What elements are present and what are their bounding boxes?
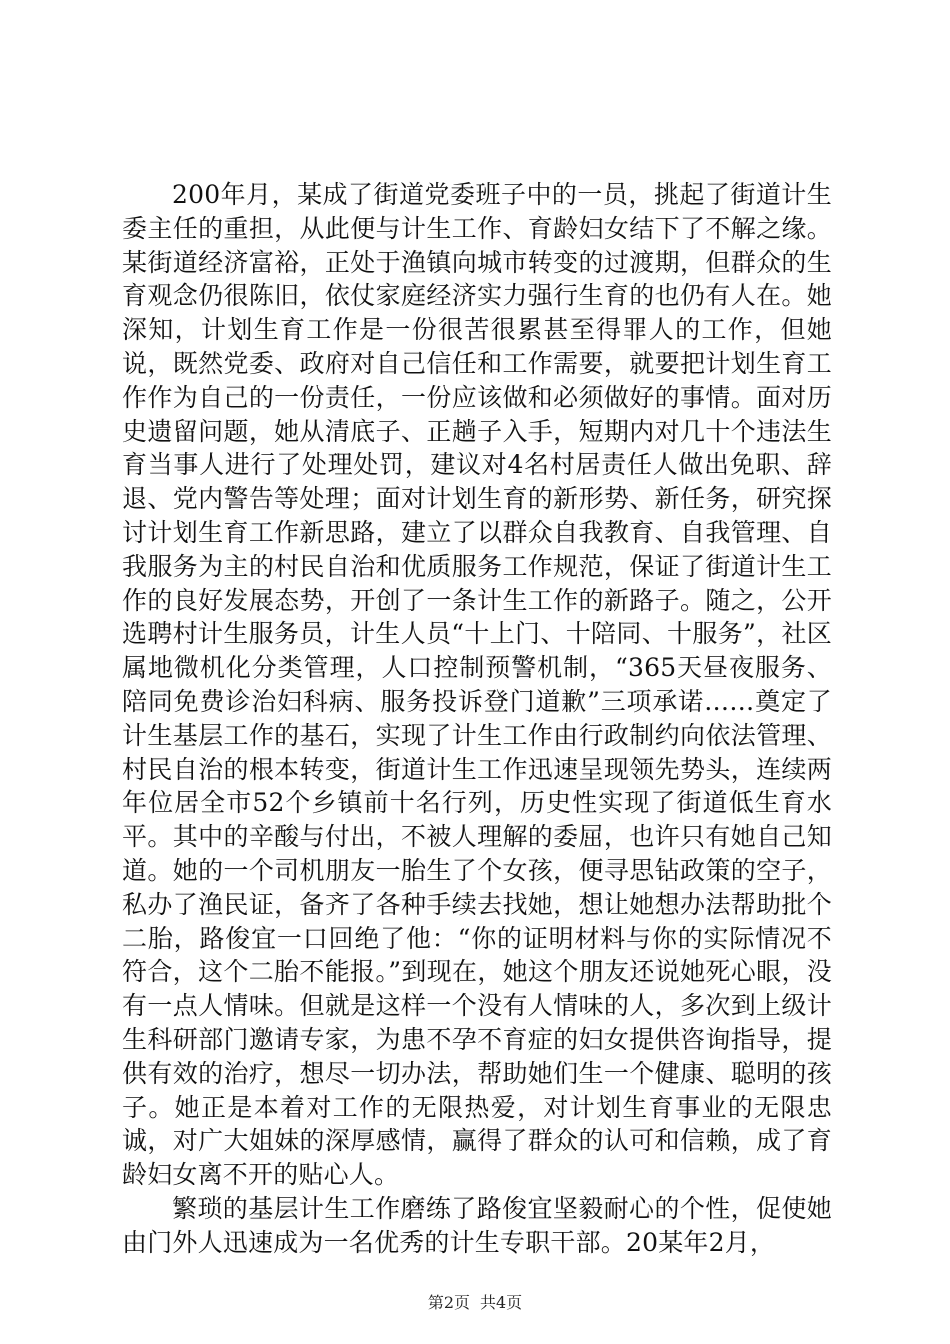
document-body bbox=[122, 178, 832, 1260]
page-total: 共4页 bbox=[480, 1293, 523, 1312]
page-number: 第2页 bbox=[427, 1293, 470, 1312]
body-paragraph-2: 繁琐的基层计生工作磨练了路俊宜坚毅耐心的个性，促使她由门外人迅速成为一名优秀的计生专职干部。20某年2月， bbox=[122, 1193, 832, 1257]
body-paragraph-1: 200年月，某成了街道党委班子中的一员，挑起了街道计生委主任的重担，从此便与计生工作、育龄妇女结下了不解之缘。某街道经济富裕，正处于渔镇向城市转变的过渡期，但群众的生育观念仍很陈旧，依仗家庭经济实力强行生育的也仍有人在。她深知，计划生育工作是一份很苦很累甚至得罪人的工作，但她说，既然党委、政府对自己信任和工作需要，就要把计划生育工作作为自己的一份责任，一份应该做和必须做好的事情。面对历史遗留问题，她从清底子、正趟子入手，短期内对几十个违法生育当事人进行了处理处罚，建议对4名村居责任人做出免职、辞退、党内警告等处理；面对计划生育的新形势、新任务，研究探讨计划生育工作新思路，建立了以群众自我教育、自我管理、自我服务为主的村民自治和优质服务工作规范，保证了街道计生工作的良好发展态势，开创了一条计生工作的新路子。随之，公开选聘村计生服务员，计生人员“十上门、十陪同、十服务”，社区属地微机化分类管理，人口控制预警机制，“365天昼夜服务、陪同免费诊治妇科病、服务投诉登门道歉”三项承诺……奠定了计生基层工作的基石，实现了计生工作由行政制约向依法管理、村民自治的根本转变，街道计生工作迅速呈现领先势头，连续两年位居全市52个乡镇前十名行列，历史性实现了街道低生育水平。其中的辛酸与付出，不被人理解的委屈，也许只有她自己知道。她的一个司机朋友一胎生了个女孩，便寻思钻政策的空子，私办了渔民证，备齐了各种手续去找她，想让她想办法帮助批个二胎，路俊宜一口回绝了他：“你的证明材料与你的实际情况不符合，这个二胎不能报。”到现在，她这个朋友还说她死心眼，没有一点人情味。但就是这样一个没有人情味的人，多次到上级计生科研部门邀请专家，为患不孕不育症的妇女提供咨询指导，提供有效的治疗，想尽一切办法，帮助她们生一个健康、聪明的孩子。她正是本着对工作的无限热爱，对计划生育事业的无限忠诚，对广大姐妹的深厚感情，赢得了群众的认可和信赖，成了育龄妇女离不开的贴心人。 bbox=[122, 180, 832, 1190]
page-footer bbox=[0, 1290, 950, 1313]
